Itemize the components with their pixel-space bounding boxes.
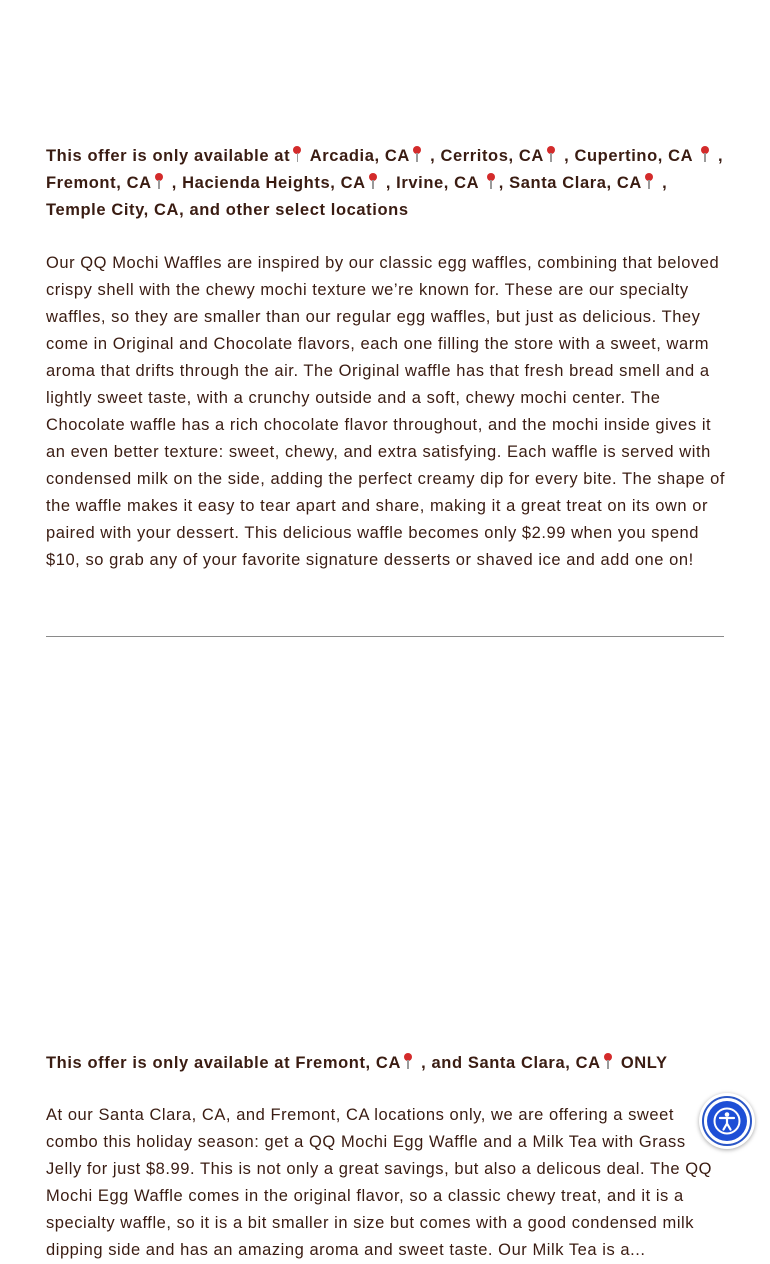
map-pin-icon bbox=[153, 173, 164, 189]
map-pin-icon bbox=[699, 146, 710, 162]
map-pin-icon bbox=[602, 1053, 613, 1069]
accessibility-icon bbox=[707, 1101, 747, 1141]
location-hacienda-heights: , Hacienda Heights, CA bbox=[171, 174, 366, 192]
location-santa-clara: , Santa Clara, CA bbox=[498, 174, 642, 192]
section-divider bbox=[46, 636, 724, 637]
map-pin-icon bbox=[367, 173, 378, 189]
offer-suffix-2: ONLY bbox=[620, 1054, 668, 1072]
location-cupertino: , Cupertino, CA bbox=[564, 147, 693, 165]
accessibility-ring bbox=[702, 1096, 752, 1146]
offer-section-2 bbox=[46, 1050, 726, 1077]
location-temple-city: , Temple City, CA, and other select locations bbox=[46, 174, 668, 219]
offer-prefix-2: This offer is only available at Fremont, CA bbox=[46, 1054, 401, 1072]
map-pin-icon bbox=[643, 173, 654, 189]
waffle-description: Our QQ Mochi Waffles are inspired by our classic egg waffles, combining that beloved crispy shell with the chewy mochi texture we’re known for. These are our specialty waffles, so they are smaller than our regular egg waffles, but just as delicious. They come in Original and Chocolate flavors, each one filling the store with a sweet, warm aroma that drifts through the air. The Original waffle has that fresh bread smell and a lightly sweet taste, with a crunchy outside and a soft, chewy mochi center. The Chocolate waffle has a rich chocolate flavor throughout, and the mochi inside gives it an even better texture: sweet, chewy, and extra satisfying. Each waffle is served with condensed milk on the side, adding the perfect creamy dip for every bite. The shape of the waffle makes it easy to tear apart and share, making it a great treat on its own or paired with your dessert. This delicious waffle becomes only $2.99 when you spend $10, so grab any of your favorite signature desserts or shaved ice and add one on! bbox=[46, 254, 725, 569]
map-pin-icon bbox=[402, 1053, 413, 1069]
map-pin-icon bbox=[291, 146, 302, 162]
map-pin-icon bbox=[485, 173, 496, 189]
offer-prefix: This offer is only available at bbox=[46, 147, 291, 165]
offer-availability-1 bbox=[46, 143, 726, 224]
waffle-description-block bbox=[46, 250, 726, 574]
combo-description-block bbox=[46, 1102, 726, 1264]
location-irvine: , Irvine, CA bbox=[385, 174, 479, 192]
location-fremont: , Fremont, CA bbox=[46, 147, 724, 192]
accessibility-button[interactable] bbox=[699, 1093, 755, 1149]
map-pin-icon bbox=[545, 146, 556, 162]
offer-section-1 bbox=[46, 143, 726, 224]
map-pin-icon bbox=[411, 146, 422, 162]
combo-description: At our Santa Clara, CA, and Fremont, CA locations only, we are offering a sweet combo this holiday season: get a QQ Mochi Egg Waffle and a Milk Tea with Grass Jelly for just $8.99. This is not only a great savings, but also a delicous deal. The QQ Mochi Egg Waffle comes in the original flavor, so a classic chewy treat, and it is a specialty waffle, so it is a bit smaller in size but comes with a good condensed milk dipping side and has an amazing aroma and sweet taste. Our Milk Tea is a... bbox=[46, 1106, 712, 1259]
location-arcadia: Arcadia, CA bbox=[309, 147, 410, 165]
offer-availability-2 bbox=[46, 1050, 726, 1077]
location-cerritos: , Cerritos, CA bbox=[430, 147, 544, 165]
offer-middle-2: , and Santa Clara, CA bbox=[421, 1054, 601, 1072]
